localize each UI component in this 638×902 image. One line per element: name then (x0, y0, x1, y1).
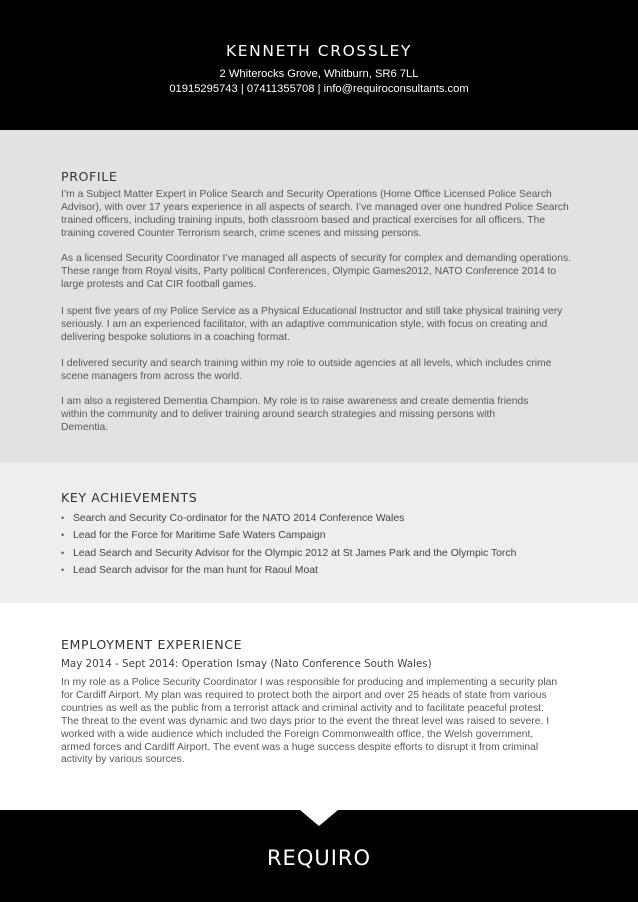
profile-paragraph: I delivered security and search training within my role to outside agencies at all levels, which includes crime scene managers from across the world. (61, 358, 552, 382)
employment-section (0, 603, 638, 810)
achievements-list (61, 510, 516, 579)
list-item: • Lead for the Force for Maritime Safe Waters Campaign (61, 527, 516, 544)
achievements-section (0, 462, 638, 603)
profile-paragraph: I spent five years of my Police Service as a Physical Educational Instructor and still take physical training very seriously. I am an experienced facilitator, with an adaptive communication style, with focus on creating and delivering bespoke solutions in a coaching format. (61, 306, 563, 343)
profile-paragraph: I’m a Subject Matter Expert in Police Search and Security Operations (Home Office Licensed Police Search Advisor), with over 17 years experience in all aspects of search. I’ve managed over one hundred Police Search trained officers, including training inputs, both classroom based and practical exercises for all officers. The training covered Counter Terrorism search, crime scenes and missing persons. (61, 189, 569, 239)
profile-paragraph: I am also a registered Dementia Champion. My role is to raise awareness and create dementia friends within the community and to deliver training around search strategies and missing persons with Dementia. (61, 396, 529, 433)
list-item: • Search and Security Co-ordinator for the NATO 2014 Conference Wales (61, 510, 516, 527)
job-title: May 2014 - Sept 2014: Operation Ismay (Nato Conference South Wales) (61, 658, 432, 670)
profile-title: PROFILE (61, 169, 118, 184)
contact-details: 01915295743 | 07411355708 | info@requiroconsultants.com (169, 83, 469, 95)
employment-title: EMPLOYMENT EXPERIENCE (61, 637, 243, 652)
profile-paragraph: As a licensed Security Coordinator I’ve managed all aspects of security for complex and demanding operations. These range from Royal visits, Party political Conferences, Olympic Games2012, NATO Conference 2014 to large protests and Cat CIR football games. (61, 253, 571, 290)
header (0, 0, 638, 130)
footer-arrow (300, 810, 338, 826)
list-item: • Lead Search and Security Advisor for the Olympic 2012 at St James Park and the Olympic Torch (61, 545, 516, 562)
brand-logo: REQUIRO (266, 846, 372, 870)
list-item: • Lead Search advisor for the man hunt for Raoul Moat (61, 562, 516, 579)
achievements-title: KEY ACHIEVEMENTS (61, 490, 198, 505)
job-description: In my role as a Police Security Coordinator I was responsible for producing and implementing a security plan for Cardiff Airport. My plan was required to protect both the airport and over 25 heads of state from various countries as well as the public from a terrorist attack and criminal activity and to facilitate peaceful protest. The threat to the event was dynamic and two days prior to the event the threat level was raised to severe. I worked with a wide audience which included the Foreign Commonwealth office, the Welsh government, armed forces and Cardiff Airport. The event was a huge success despite efforts to disrupt it from criminal activity by various sources. (61, 677, 558, 766)
candidate-name: KENNETH CROSSLEY (226, 42, 412, 60)
profile-section (0, 130, 638, 462)
address: 2 Whiterocks Grove, Whitburn, SR6 7LL (219, 68, 419, 80)
